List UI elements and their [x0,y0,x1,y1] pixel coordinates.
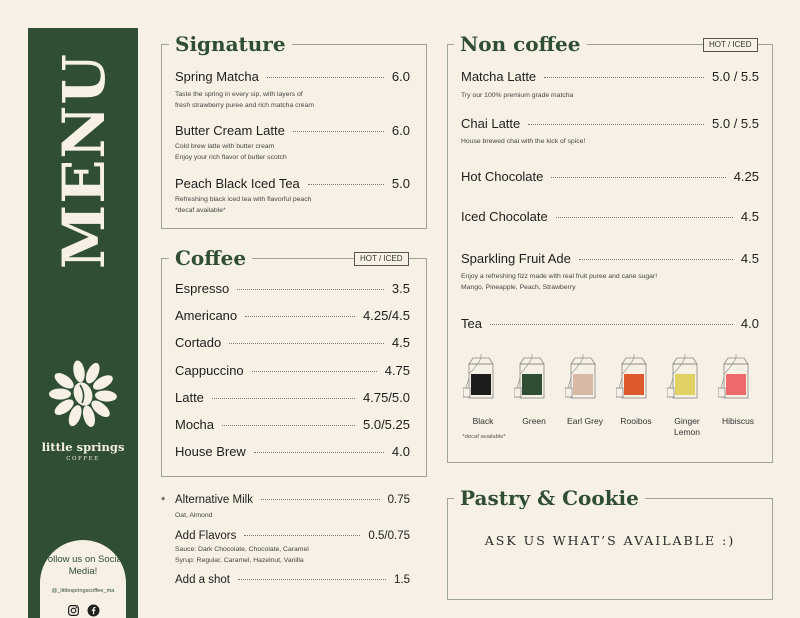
item-description: Cold brew latte with butter cream Enjoy your rich flavor of butter scotch [175,143,287,161]
menu-item-sparkling-fruit-ade: Sparkling Fruit Ade 4.5 [461,251,759,266]
menu-item-peach-black-iced-tea: Peach Black Iced Tea 5.0 [175,176,410,191]
extras-star: * [161,495,166,507]
extra-add-flavors: Add Flavors 0.5/0.75 [175,530,410,542]
hot-iced-badge: HOT / ICED [703,38,758,52]
sidebar [28,28,138,618]
menu-item-house-brew: House Brew 4.0 [175,444,410,459]
menu-item-americano: Americano 4.25/4.5 [175,308,410,323]
menu-item-latte: Latte 4.75/5.0 [175,390,410,405]
instagram-icon[interactable] [67,604,80,617]
menu-item-matcha-latte: Matcha Latte 5.0 / 5.5 [461,69,759,84]
menu-item-mocha: Mocha 5.0/5.25 [175,417,410,432]
pastry-panel [447,498,773,600]
tea-label: Earl Grey [567,416,603,426]
tea-bag-icon [463,354,503,410]
coffee-title: Coffee [169,246,252,270]
menu-item-iced-chocolate: Iced Chocolate 4.5 [461,209,759,224]
tea-bag-icon [565,354,605,410]
menu-item-cappuccino: Cappuccino 4.75 [175,363,410,378]
tea-label: Ginger Lemon [674,416,700,437]
signature-title: Signature [169,32,292,56]
extra-alternative-milk: Alternative Milk 0.75 [175,494,410,506]
menu-item-butter-cream-latte: Butter Cream Latte 6.0 [175,123,410,138]
menu-item-hot-chocolate: Hot Chocolate 4.25 [461,169,759,184]
item-description: Try our 100% premium grade matcha [461,92,574,99]
item-description: Taste the spring in every sip, with layers of fresh strawberry puree and rich matcha cream [175,91,315,109]
item-description: Oat, Almond [175,512,213,519]
pastry-title: Pastry & Cookie [454,486,645,510]
tea-decaf-note: *decaf available* [462,434,506,440]
extra-add-a-shot: Add a shot 1.5 [175,574,410,586]
social-title: Follow us on Social Media! [42,554,124,577]
tea-label: Rooibos [620,416,652,426]
tea-label: Green [522,416,546,426]
item-description: Sauce: Dark Chocolate, Chocolate, Caramel Syrup: Regular, Caramel, Hazelnut, Vanilla [175,546,309,564]
menu-item-tea: Tea 4.0 [461,316,759,331]
facebook-icon[interactable] [87,604,100,617]
social-box [40,540,126,618]
menu-item-spring-matcha: Spring Matcha 6.0 [175,69,410,84]
hot-iced-badge: HOT / ICED [354,252,409,266]
sun-logo-icon [43,358,123,430]
tea-label: Hibiscus [721,416,755,426]
menu-heading: MENU [50,52,118,270]
item-description: Refreshing black iced tea with flavorful peach *decaf available* [175,196,312,214]
tea-bag-icon [616,354,656,410]
brand-subtitle: COFFEE [66,456,100,462]
menu-item-chai-latte: Chai Latte 5.0 / 5.5 [461,116,759,131]
tea-bag-icon [718,354,758,410]
tea-bag-icon [514,354,554,410]
social-handle[interactable]: @_littlespringscoffee_ma [51,588,115,594]
pastry-availability: ASK US WHAT’S AVAILABLE :) [484,533,736,548]
menu-item-espresso: Espresso 3.5 [175,281,410,296]
brand-name: little springs [41,440,125,454]
menu-item-cortado: Cortado 4.5 [175,335,410,350]
tea-bag-icon [667,354,707,410]
noncoffee-title: Non coffee [454,32,587,56]
item-description: Enjoy a refreshing fizz made with real fruit puree and cane sugar! Mango, Pineapple, Peach, Strawberry [461,273,658,291]
tea-label: Black [472,416,494,426]
item-description: House brewed chai with the kick of spice! [461,138,586,145]
